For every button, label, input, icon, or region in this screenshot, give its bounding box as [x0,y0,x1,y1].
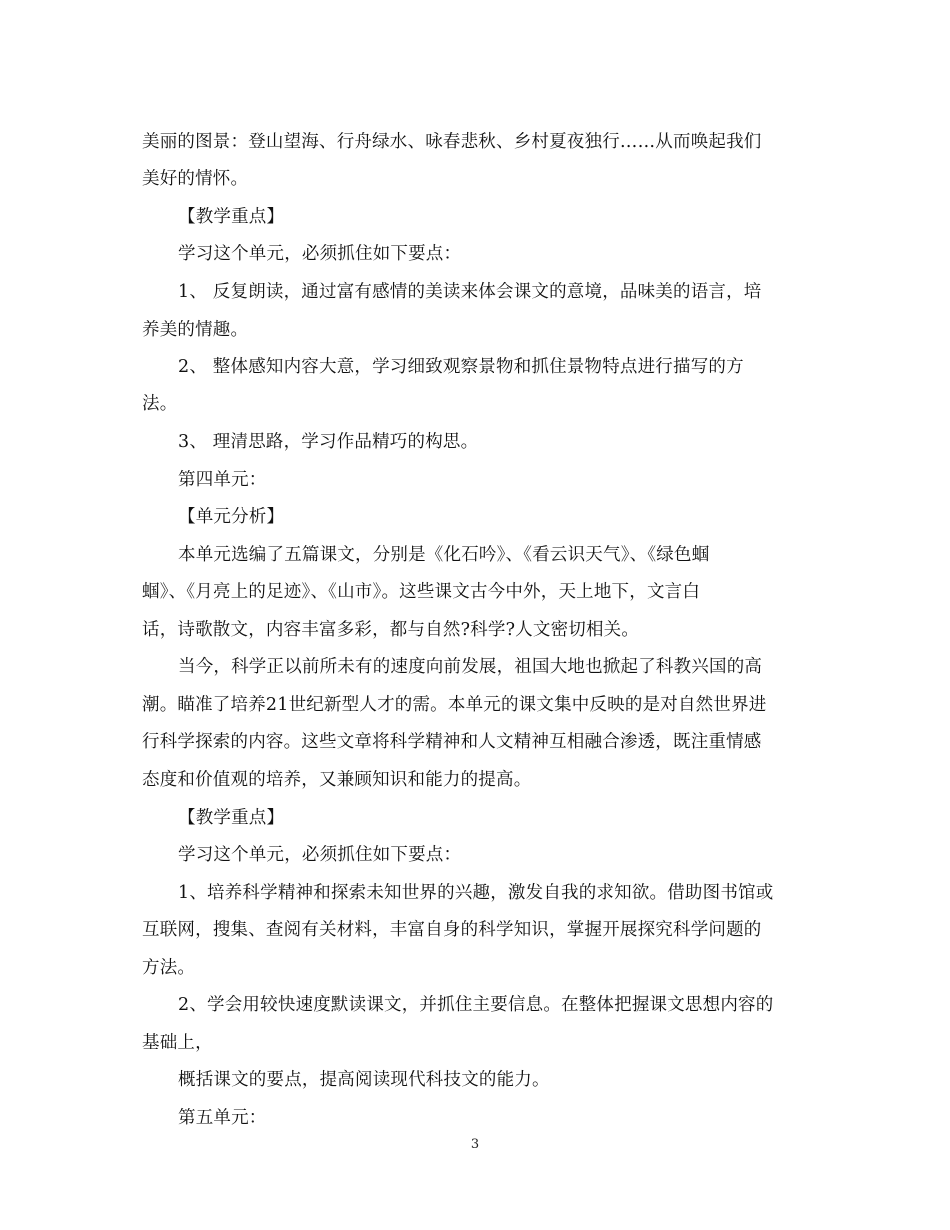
text-line: 学习这个单元，必须抓住如下要点： [178,244,462,264]
page-number: 3 [470,1137,480,1152]
text-line: 方法。 [142,958,196,978]
text-line: 美丽的图景：登山望海、行舟绿水、咏春悲秋、乡村夏夜独行……从而唤起我们 [142,132,762,152]
text-line: 行科学探索的内容。这些文章将科学精神和人文精神互相融合渗透，既注重情感 [142,732,762,752]
text-line: 潮。瞄准了培养21世纪新型人才的需。本单元的课文集中反映的是对自然世界进 [142,695,767,715]
text-line: 蝈》、《月亮上的足迹》、《山市》。这些课文古今中外，天上地下，文言白 [142,582,701,602]
text-line: 互联网，搜集、查阅有关材料，丰富自身的科学知识，掌握开展探究科学问题的 [142,920,762,940]
unit-heading: 第四单元： [178,470,267,490]
text-line: 当今，科学正以前所未有的速度向前发展，祖国大地也掀起了科教兴国的高 [178,657,763,677]
list-item: 2、学会用较快速度默读课文，并抓住主要信息。在整体把握课文思想内容的 [178,995,774,1015]
text-line: 法。 [142,394,178,414]
section-heading: 【单元分析】 [178,507,285,527]
text-line: 态度和价值观的培养，又兼顾知识和能力的提高。 [142,770,532,790]
list-item: 1、培养科学精神和探索未知世界的兴趣，激发自我的求知欲。借助图书馆或 [178,883,774,903]
list-item: 1、 反复朗读，通过富有感情的美读来体会课文的意境，品味美的语言，培 [178,282,762,302]
text-line: 基础上， [142,1033,213,1053]
text-line: 话，诗歌散文，内容丰富多彩，都与自然?科学?人文密切相关。 [142,620,640,640]
list-item: 2、 整体感知内容大意，学习细致观察景物和抓住景物特点进行描写的方 [178,357,744,377]
text-line: 概括课文的要点，提高阅读现代科技文的能力。 [178,1070,550,1090]
text-line: 本单元选编了五篇课文，分别是《化石吟》、《看云识天气》、《绿色蝈 [178,545,710,565]
unit-heading: 第五单元： [178,1108,267,1128]
list-item: 3、 理清思路，学习作品精巧的构思。 [178,432,479,452]
text-line: 美好的情怀。 [142,169,249,189]
text-line: 养美的情趣。 [142,320,249,340]
section-heading: 【教学重点】 [178,207,285,227]
section-heading: 【教学重点】 [178,808,285,828]
text-line: 学习这个单元，必须抓住如下要点： [178,845,462,865]
